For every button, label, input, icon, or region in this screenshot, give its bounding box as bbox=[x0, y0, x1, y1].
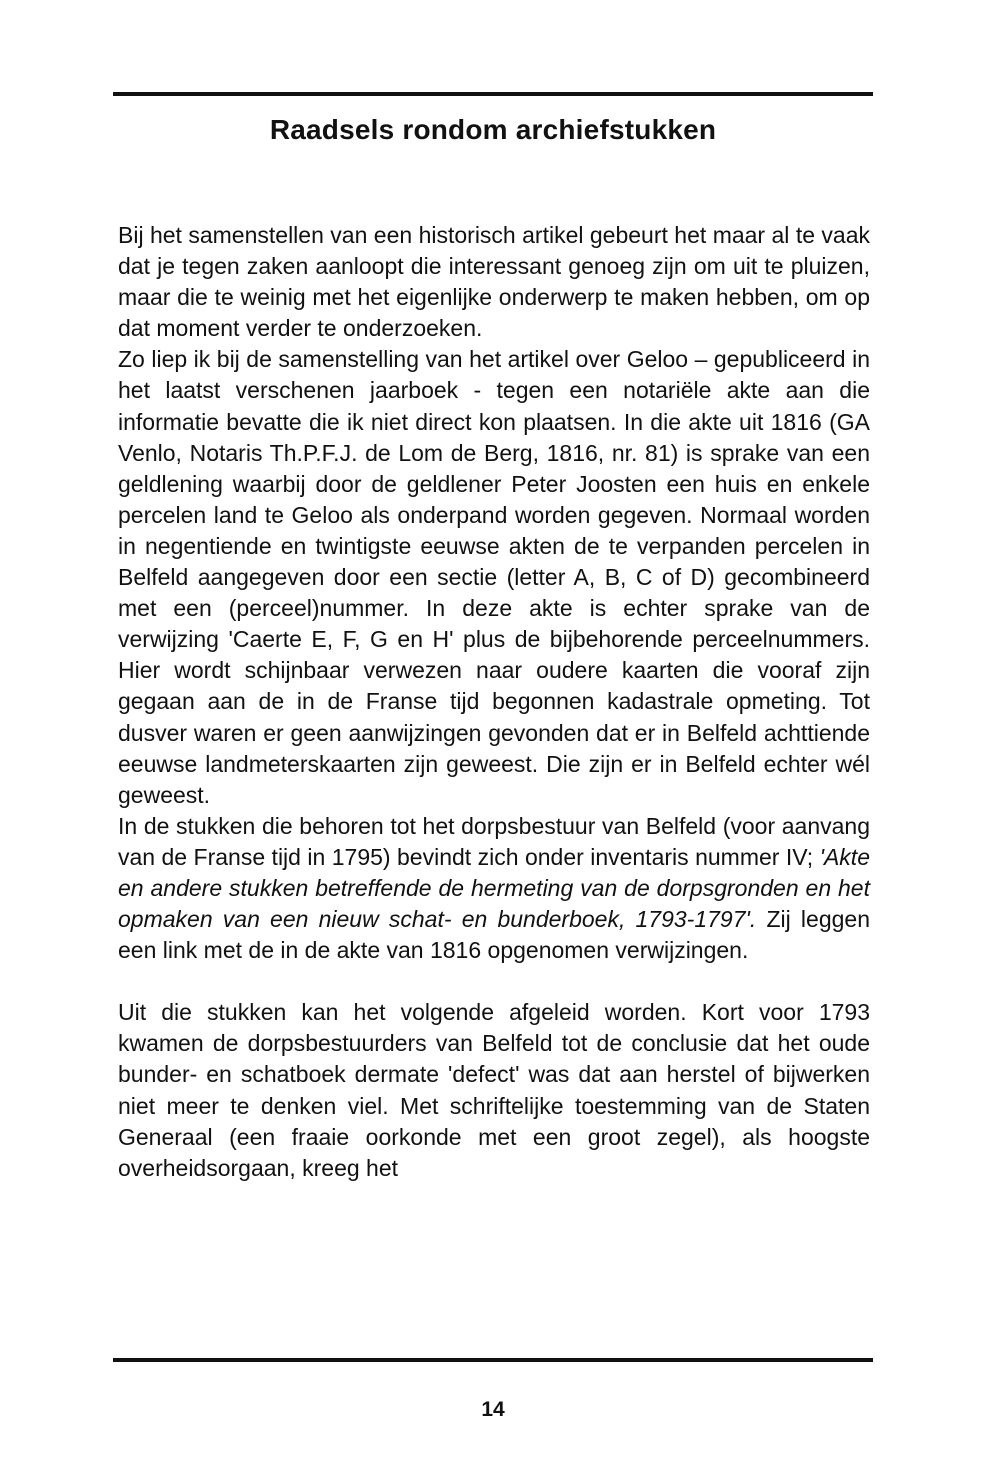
top-rule bbox=[113, 92, 873, 96]
paragraph-inventory-text-end: Zij leggen een link met de in de akte van 1816 opgenomen verwijzingen. bbox=[118, 906, 870, 964]
paragraph-intro: Bij het samenstellen van een historisch artikel gebeurt het maar al te vaak dat je tegen zaken aanloopt die interessant genoeg zijn om uit te pluizen, maar die te weinig met het eigenlijke onderwerp te maken hebben, om op dat moment verder te onderzoeken. bbox=[118, 222, 870, 342]
page-number: 14 bbox=[481, 1398, 505, 1421]
paragraph-geloo-deed: Zo liep ik bij de samenstelling van het artikel over Geloo – gepubliceerd in het laatst verschenen jaarboek - tegen een notariële akte aan die informatie bevatte die ik niet direct kon plaatsen. In die akte uit 1816 (GA Venlo, Notaris Th.P.F.J. de Lom de Berg, 1816, nr. 81) is sprake van een geldlening waarbij door de geldlener Peter Joosten een huis en enkele percelen land te Geloo als onderpand worden gegeven. Normaal worden in negentiende en twintigste eeuwse akten de te verpanden percelen in Belfeld aangegeven door een sectie (letter A, B, C of D) gecombineerd met een (perceel)nummer. In deze akte is echter sprake van de verwijzing 'Caerte E, F, G en H' plus de bijbehorende perceelnummers. Hier wordt schijnbaar verwezen naar oudere kaarten die vooraf zijn gegaan aan de in de Franse tijd begonnen kadastrale opmeting. Tot dusver waren er geen aanwijzingen gevonden dat er in Belfeld achttiende eeuwse landmeterskaarten zijn geweest. Die zijn er in Belfeld echter wél geweest. bbox=[118, 346, 870, 808]
article-body bbox=[118, 220, 870, 1184]
bottom-rule bbox=[113, 1358, 873, 1362]
paragraph-inventory bbox=[118, 811, 870, 966]
paragraph-conclusion: Uit die stukken kan het volgende afgeleid worden. Kort voor 1793 kwamen de dorpsbestuurders van Belfeld tot de conclusie dat het oude bunder- en schatboek dermate 'defect' was dat aan herstel of bijwerken niet meer te denken viel. Met schriftelijke toestemming van de Staten Generaal (een fraaie oorkonde met een groot zegel), als hoogste overheidsorgaan, kreeg het bbox=[118, 999, 870, 1181]
paragraph-inventory-text-start: In de stukken die behoren tot het dorpsbestuur van Belfeld (voor aanvang van de Franse tijd in 1795) bevindt zich onder inventaris nummer IV; bbox=[118, 812, 870, 870]
page-title: Raadsels rondom archiefstukken bbox=[269, 114, 717, 145]
archive-document-title: 'Akte en andere stukken betreffende de hermeting van de dorpsgronden en het opmaken van een nieuw schat- en bunderboek, 1793-1797'. bbox=[118, 843, 870, 933]
